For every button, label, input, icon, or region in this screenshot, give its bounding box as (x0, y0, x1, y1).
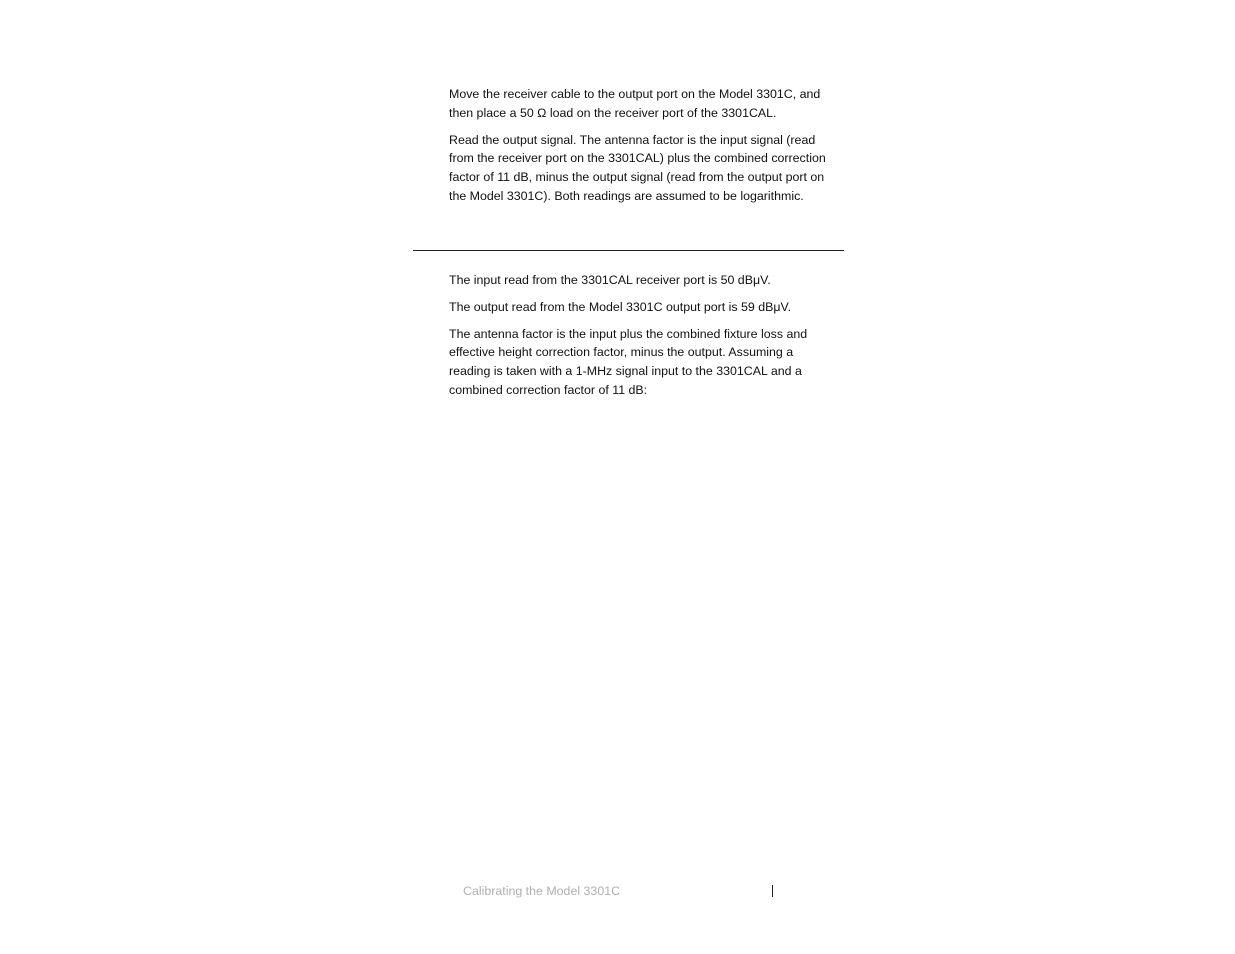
step-read-output-signal: Read the output signal. The antenna factor is the input signal (read from the receiver port on the 3301CAL) plus the combined correction factor of 11 dB, minus the output signal (read from the output port on the Model 3301C). Both readings are assumed to be logarithmic. (449, 132, 826, 203)
section-divider (413, 250, 844, 251)
footer-chapter-title: Calibrating the Model 3301C (463, 884, 621, 898)
example-output-reading: The output read from the Model 3301C output port is 59 dBμV. (449, 299, 792, 314)
example-input-reading: The input read from the 3301CAL receiver port is 50 dBμV. (449, 273, 771, 287)
footer-separator (772, 885, 773, 897)
procedure-steps (449, 85, 834, 214)
example-section (449, 271, 834, 408)
step-move-receiver-cable: Move the receiver cable to the output port on the Model 3301C, and then place a 50 Ω load on the receiver port of the 3301CAL. (449, 87, 821, 120)
example-antenna-factor-explanation: The antenna factor is the input plus the combined fixture loss and effective height correction factor, minus the output. Assuming a reading is taken with a 1-MHz signal input to the 3301CAL and a combined correction factor of 11 dB: (449, 326, 808, 397)
